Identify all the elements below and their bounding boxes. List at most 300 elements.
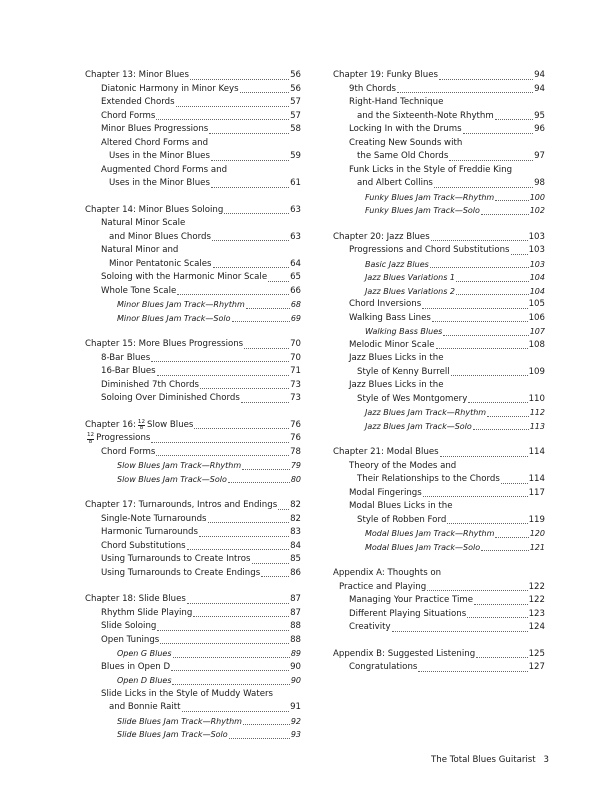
- dot-leader: [392, 631, 528, 632]
- dot-leader: [434, 187, 533, 188]
- toc-section-entry[interactable]: [85, 244, 301, 271]
- toc-entry-title: Minor Blues Jam Track—Rhythm: [117, 300, 245, 309]
- toc-jam-track-entry[interactable]: [85, 312, 301, 326]
- toc-page-number: 85: [290, 554, 301, 564]
- dot-leader: [468, 402, 527, 403]
- toc-jam-track-entry[interactable]: [85, 647, 301, 661]
- dot-leader: [177, 294, 289, 295]
- toc-page-number: 66: [290, 285, 301, 296]
- toc-page-number: 65: [290, 272, 301, 282]
- toc-entry-title: Locking In with the Drums: [349, 124, 462, 134]
- toc-entry-line: [101, 553, 301, 567]
- toc-entry-title: Theory of the Modes and: [349, 460, 457, 471]
- toc-section-entry[interactable]: [85, 553, 301, 567]
- toc-section-entry[interactable]: [85, 513, 301, 527]
- toc-entry-title: and Bonnie Raitt: [109, 702, 181, 712]
- toc-page-number: 73: [290, 393, 301, 403]
- toc-page-number: 122: [528, 595, 545, 605]
- toc-entry-line: [85, 499, 301, 513]
- toc-entry-line: [349, 514, 545, 528]
- toc-entry-line: [365, 285, 545, 299]
- toc-section-entry[interactable]: [85, 567, 301, 581]
- toc-entry-title: Modal Blues Jam Track—Solo: [365, 542, 481, 552]
- toc-section-entry[interactable]: [333, 487, 545, 501]
- toc-page-number: 56: [290, 70, 301, 80]
- toc-section-entry[interactable]: [333, 123, 545, 137]
- toc-entry-line: [333, 446, 545, 460]
- toc-entry-line: [101, 620, 301, 634]
- toc-entry-line: [85, 204, 301, 218]
- toc-entry-title: Congratulations: [349, 662, 418, 672]
- toc-section-entry[interactable]: [85, 688, 301, 715]
- toc-entry-title: Modal Fingerings: [349, 487, 422, 498]
- toc-chapter-entry[interactable]: [333, 231, 545, 245]
- toc-entry-line: [101, 110, 301, 124]
- toc-entry-line: [349, 352, 545, 366]
- toc-entry-line: [85, 419, 301, 433]
- toc-entry-title: Jazz Blues Jam Track—Rhythm: [365, 408, 487, 417]
- dot-leader: [156, 119, 289, 120]
- toc-section-entry[interactable]: [85, 365, 301, 379]
- toc-section-entry[interactable]: [333, 608, 545, 622]
- toc-chapter-entry[interactable]: [85, 419, 301, 433]
- toc-entry-line: [349, 164, 545, 178]
- toc-entry-title: Using Turnarounds to Create Endings: [101, 567, 261, 578]
- toc-left-column: [85, 69, 301, 742]
- toc-section-entry[interactable]: [333, 352, 545, 379]
- toc-entry-line: [101, 379, 301, 393]
- toc-section-entry[interactable]: [85, 96, 301, 110]
- toc-jam-track-entry[interactable]: [85, 728, 301, 742]
- dot-leader: [193, 616, 289, 617]
- toc-page-number: 98: [534, 178, 545, 188]
- dot-leader: [160, 643, 289, 644]
- toc-entry-line: [349, 366, 545, 380]
- toc-entry-line: [349, 298, 545, 312]
- toc-chapter-entry[interactable]: [85, 593, 301, 607]
- toc-entry-title: Their Relationships to the Chords: [357, 474, 500, 484]
- toc-entry-title: Chapter 18: Slide Blues: [85, 594, 186, 604]
- dot-leader: [430, 267, 529, 268]
- toc-entry-title: Minor Pentatonic Scales: [109, 258, 212, 269]
- toc-entry-title: Uses in the Minor Blues: [109, 151, 210, 161]
- toc-page-number: 63: [290, 204, 301, 215]
- toc-section-entry[interactable]: [333, 379, 545, 406]
- dot-leader: [246, 308, 290, 309]
- toc-section-entry[interactable]: [85, 137, 301, 164]
- toc-entry-title: Jazz Blues Variations 2: [365, 286, 456, 296]
- toc-page-number: 91: [290, 702, 301, 712]
- toc-page-number: 123: [528, 608, 545, 619]
- dot-leader: [432, 321, 528, 322]
- dot-leader: [397, 92, 533, 93]
- toc-entry-line: [349, 621, 545, 635]
- toc-entry-title: Chapter 17: Turnarounds, Intros and Endings: [85, 500, 278, 510]
- toc-page-number: 107: [529, 327, 545, 336]
- toc-entry-title: Diatonic Harmony in Minor Keys: [101, 83, 239, 94]
- toc-jam-track-entry[interactable]: [333, 191, 545, 205]
- toc-page-number: 92: [290, 716, 301, 726]
- toc-section-entry[interactable]: [85, 446, 301, 460]
- toc-section-entry[interactable]: [333, 460, 545, 487]
- toc-entry-title: Altered Chord Forms and: [101, 137, 209, 148]
- toc-entry-title: Style of Robben Ford: [357, 514, 447, 525]
- toc-jam-track-entry[interactable]: [85, 459, 301, 473]
- toc-chapter-entry[interactable]: [333, 567, 545, 594]
- dot-leader: [481, 550, 529, 551]
- dot-leader: [467, 617, 527, 618]
- toc-entry-line: [101, 352, 301, 366]
- toc-entry-line: [365, 271, 545, 285]
- toc-entry-line: [349, 460, 545, 474]
- toc-jam-track-entry[interactable]: [333, 204, 545, 218]
- toc-chapter-entry[interactable]: [85, 499, 301, 513]
- toc-jam-track-entry[interactable]: [333, 271, 545, 285]
- toc-entry-title: Slow Blues Jam Track—Rhythm: [117, 461, 242, 470]
- toc-entry-line: [101, 526, 301, 540]
- toc-entry-title: Chapter 15: More Blues Progressions: [85, 339, 244, 349]
- toc-page-number: 103: [528, 231, 545, 242]
- toc-entry-title: Blues in Open D: [101, 661, 171, 672]
- toc-entry-title: Single-Note Turnarounds: [101, 513, 207, 524]
- toc-entry-line: [101, 137, 301, 151]
- dot-leader: [211, 187, 289, 188]
- toc-entry-line: [349, 594, 545, 608]
- toc-page-number: 82: [290, 513, 301, 524]
- toc-entry-line: [349, 150, 545, 164]
- dot-leader: [495, 119, 533, 120]
- toc-page-number: 119: [528, 514, 545, 525]
- toc-entry-line: [117, 715, 301, 729]
- toc-page-number: 109: [528, 366, 545, 377]
- toc-entry-line: [101, 607, 301, 621]
- toc-section-entry[interactable]: [333, 312, 545, 326]
- toc-right-column: [333, 69, 545, 675]
- toc-jam-track-entry[interactable]: [333, 406, 545, 420]
- toc-entry-line: [349, 379, 545, 393]
- toc-section-entry[interactable]: [333, 621, 545, 635]
- toc-section-entry[interactable]: [333, 96, 545, 123]
- dot-leader: [156, 455, 289, 456]
- toc-entry-line: [101, 123, 301, 137]
- toc-entry-line: [349, 487, 545, 501]
- toc-entry-line: [349, 500, 545, 514]
- toc-entry-line: [101, 96, 301, 110]
- toc-entry-line: [101, 446, 301, 460]
- toc-page-number: 104: [529, 273, 545, 282]
- toc-entry-title: and Albert Collins: [357, 178, 433, 188]
- toc-entry-line: [101, 177, 301, 191]
- toc-chapter-entry[interactable]: [85, 338, 301, 352]
- toc-entry-line: [101, 217, 301, 231]
- dot-leader: [456, 294, 529, 295]
- dot-leader: [229, 738, 290, 739]
- toc-page-number: 76: [290, 433, 301, 443]
- toc-page-number: 57: [290, 110, 301, 121]
- dot-leader: [240, 92, 289, 93]
- toc-section-entry[interactable]: [333, 339, 545, 353]
- toc-entry-line: [117, 674, 301, 688]
- toc-entry-line: [117, 298, 301, 312]
- toc-chapter-entry[interactable]: [333, 69, 545, 83]
- dot-leader: [151, 361, 289, 362]
- dot-leader: [418, 671, 527, 672]
- toc-entry-line: [365, 204, 545, 218]
- toc-section-entry[interactable]: [333, 83, 545, 97]
- toc-section-entry[interactable]: [85, 540, 301, 554]
- toc-jam-track-entry[interactable]: [85, 298, 301, 312]
- dot-leader: [190, 79, 289, 80]
- dot-leader: [176, 106, 289, 107]
- toc-chapter-entry[interactable]: [85, 204, 301, 218]
- toc-jam-track-entry[interactable]: [333, 541, 545, 555]
- toc-entry-title: Chord Forms: [101, 446, 156, 457]
- toc-entry-line: [85, 69, 301, 83]
- dot-leader: [228, 482, 290, 483]
- toc-page-number: 114: [528, 474, 545, 484]
- toc-page-number: 80: [290, 474, 301, 484]
- toc-entry-line: [101, 285, 301, 299]
- toc-page-number: 103: [529, 259, 545, 269]
- toc-entry-line: [117, 473, 301, 487]
- dot-leader: [476, 657, 527, 658]
- toc-entry-title: Open D Blues: [117, 676, 172, 685]
- toc-page-number: 89: [290, 649, 301, 658]
- toc-section-entry[interactable]: [85, 379, 301, 393]
- toc-page-number: 121: [529, 542, 545, 552]
- toc-entry-title: Chord Substitutions: [101, 540, 186, 551]
- toc-page-number: 117: [528, 487, 545, 498]
- toc-entry-line: [101, 634, 301, 648]
- time-signature-12-8: [138, 420, 145, 432]
- toc-page-number: 120: [529, 529, 545, 538]
- toc-page-number: 71: [290, 366, 301, 376]
- dot-leader: [243, 724, 290, 725]
- toc-entry-line: [101, 567, 301, 581]
- dot-leader: [481, 214, 529, 215]
- toc-entry-line: [365, 191, 545, 205]
- toc-section-entry[interactable]: [85, 432, 301, 446]
- toc-page-number: 76: [290, 419, 301, 430]
- dot-leader: [187, 549, 289, 550]
- toc-page-number: 68: [290, 300, 301, 309]
- dot-leader: [436, 348, 528, 349]
- toc-section-entry[interactable]: [333, 594, 545, 608]
- toc-page-number: 95: [534, 110, 545, 121]
- toc-chapter-entry[interactable]: [333, 446, 545, 460]
- toc-entry-title: Chapter 13: Minor Blues: [85, 70, 189, 80]
- toc-section-entry[interactable]: [85, 164, 301, 191]
- toc-section-entry[interactable]: [85, 634, 301, 648]
- toc-entry-line: [101, 271, 301, 285]
- toc-jam-track-entry[interactable]: [333, 527, 545, 541]
- toc-entry-line: [349, 137, 545, 151]
- toc-entry-title: Slide Blues Jam Track—Solo: [117, 730, 228, 739]
- toc-section-entry[interactable]: [333, 137, 545, 164]
- toc-page-number: 70: [290, 352, 301, 363]
- dot-leader: [242, 469, 290, 470]
- toc-section-entry[interactable]: [333, 298, 545, 312]
- toc-entry-line: [349, 123, 545, 137]
- dot-leader: [474, 604, 528, 605]
- toc-section-entry[interactable]: [85, 285, 301, 299]
- toc-entry-title: and Minor Blues Chords: [109, 231, 211, 242]
- dot-leader: [182, 711, 290, 712]
- toc-entry-line: [349, 83, 545, 97]
- toc-page-number: 87: [290, 607, 301, 618]
- toc-section-entry[interactable]: [85, 110, 301, 124]
- toc-section-entry[interactable]: [85, 271, 301, 285]
- toc-page-number: 96: [534, 124, 545, 134]
- toc-jam-track-entry[interactable]: [333, 258, 545, 272]
- toc-entry-title: Creating New Sounds with: [349, 137, 463, 148]
- dot-leader: [199, 536, 289, 537]
- toc-entry-line: [117, 459, 301, 473]
- dot-leader: [487, 416, 529, 417]
- time-signature-12-8: [87, 433, 94, 445]
- toc-entry-title: Natural Minor and: [101, 245, 179, 255]
- toc-entry-title: Slow Blues Jam Track—Solo: [117, 474, 227, 484]
- toc-jam-track-entry[interactable]: [333, 420, 545, 434]
- toc-entry-title: Diminished 7th Chords: [101, 379, 200, 390]
- toc-section-entry[interactable]: [85, 83, 301, 97]
- dot-leader: [157, 630, 289, 631]
- toc-entry-title: Funky Blues Jam Track—Rhythm: [365, 192, 495, 202]
- toc-jam-track-entry[interactable]: [85, 674, 301, 688]
- time-signature-top: 12: [87, 432, 95, 439]
- dot-leader: [261, 576, 289, 577]
- toc-entry-title: Chapter 19: Funky Blues: [333, 70, 439, 80]
- toc-entry-line: [101, 540, 301, 554]
- toc-page-number: 97: [534, 151, 545, 161]
- dot-leader: [443, 335, 528, 336]
- toc-entry-title: Augmented Chord Forms and: [101, 164, 228, 175]
- toc-page-number: 103: [528, 245, 545, 255]
- toc-entry-title: Rhythm Slide Playing: [101, 607, 193, 618]
- dot-leader: [427, 590, 527, 591]
- toc-jam-track-entry[interactable]: [85, 715, 301, 729]
- dot-leader: [423, 496, 528, 497]
- toc-page-number: 58: [290, 124, 301, 134]
- toc-page-number: 82: [290, 500, 301, 510]
- toc-page-number: 110: [528, 393, 545, 404]
- dot-leader: [194, 428, 289, 429]
- dot-leader: [495, 537, 528, 538]
- toc-page-number: 100: [529, 192, 545, 202]
- toc-section-entry[interactable]: [85, 392, 301, 406]
- toc-jam-track-entry[interactable]: [333, 285, 545, 299]
- toc-entry-line: [365, 420, 545, 434]
- toc-entry-title: Minor Blues Jam Track—Solo: [117, 313, 231, 323]
- dot-leader: [431, 240, 528, 241]
- dot-leader: [151, 442, 289, 443]
- toc-page-number: 73: [290, 379, 301, 390]
- toc-entry-line: [117, 728, 301, 742]
- toc-entry-line: [349, 608, 545, 622]
- toc-entry-title: 9th Chords: [349, 83, 397, 94]
- toc-entry-title: Appendix A: Thoughts on: [333, 568, 442, 578]
- dot-leader: [241, 402, 289, 403]
- toc-entry-title: Appendix B: Suggested Listening: [333, 648, 476, 659]
- toc-page-number: 61: [290, 178, 301, 188]
- toc-entry-title: Soloing with the Harmonic Minor Scale: [101, 272, 268, 282]
- toc-page-number: 93: [290, 730, 301, 739]
- page-number: 3: [543, 755, 549, 765]
- toc-page-number: 70: [290, 339, 301, 349]
- toc-section-entry[interactable]: [333, 661, 545, 675]
- toc-entry-line: [333, 69, 545, 83]
- toc-section-entry[interactable]: [85, 661, 301, 675]
- toc-page-number: 108: [528, 339, 545, 350]
- toc-entry-title: Creativity: [349, 622, 391, 632]
- toc-entry-title: Practice and Playing: [339, 581, 427, 592]
- toc-entry-title: and the Sixteenth-Note Rhythm: [357, 110, 494, 121]
- toc-page-number: 105: [528, 299, 545, 309]
- toc-section-entry[interactable]: [85, 352, 301, 366]
- toc-section-entry[interactable]: [85, 607, 301, 621]
- toc-entry-title: Jazz Blues Jam Track—Solo: [365, 421, 472, 431]
- dot-leader: [451, 375, 528, 376]
- dot-leader: [172, 684, 289, 685]
- toc-entry-title: Different Playing Situations: [349, 608, 467, 619]
- toc-entry-line: [333, 581, 545, 595]
- toc-chapter-entry[interactable]: [333, 648, 545, 662]
- toc-page-number: 56: [290, 83, 301, 94]
- toc-entry-line: [117, 312, 301, 326]
- toc-entry-line: [333, 567, 545, 581]
- toc-page-number: 84: [290, 540, 301, 551]
- toc-section-entry[interactable]: [85, 217, 301, 244]
- toc-page-number: 86: [290, 567, 301, 578]
- book-title: The Total Blues Guitarist: [431, 755, 536, 765]
- toc-section-entry[interactable]: [333, 500, 545, 527]
- dot-leader: [278, 509, 289, 510]
- dot-leader: [440, 456, 528, 457]
- toc-section-entry[interactable]: [333, 244, 545, 258]
- toc-chapter-entry[interactable]: [85, 69, 301, 83]
- toc-page-number: 63: [290, 231, 301, 242]
- toc-jam-track-entry[interactable]: [333, 325, 545, 339]
- toc-entry-title: Chapter 14: Minor Blues Soloing: [85, 204, 224, 215]
- toc-section-entry[interactable]: [85, 620, 301, 634]
- toc-entry-line: [101, 244, 301, 258]
- toc-section-entry[interactable]: [85, 526, 301, 540]
- toc-entry-title: Jazz Blues Variations 1: [365, 273, 456, 282]
- toc-section-entry[interactable]: [333, 164, 545, 191]
- toc-page-number: 125: [528, 648, 545, 659]
- toc-jam-track-entry[interactable]: [85, 473, 301, 487]
- toc-entry-line: [85, 338, 301, 352]
- dot-leader: [447, 523, 527, 524]
- toc-page-number: 57: [290, 97, 301, 107]
- toc-entry-title: Slide Soloing: [101, 621, 157, 631]
- toc-entry-line: [333, 231, 545, 245]
- toc-page-number: 90: [290, 676, 301, 685]
- toc-entry-title: Right-Hand Technique: [349, 97, 444, 107]
- toc-entry-line: [349, 312, 545, 326]
- toc-section-entry[interactable]: [85, 123, 301, 137]
- toc-entry-title: Using Turnarounds to Create Intros: [101, 554, 251, 564]
- dot-leader: [422, 308, 527, 309]
- toc-entry-line: [101, 701, 301, 715]
- toc-entry-line: [349, 393, 545, 407]
- toc-page-number: 112: [529, 408, 545, 417]
- toc-page-number: 90: [290, 661, 301, 672]
- toc-entry-line: [101, 150, 301, 164]
- dot-leader: [200, 388, 289, 389]
- toc-entry-title: Open G Blues: [117, 649, 172, 658]
- toc-entry-title: Slide Licks in the Style of Muddy Waters: [101, 688, 273, 699]
